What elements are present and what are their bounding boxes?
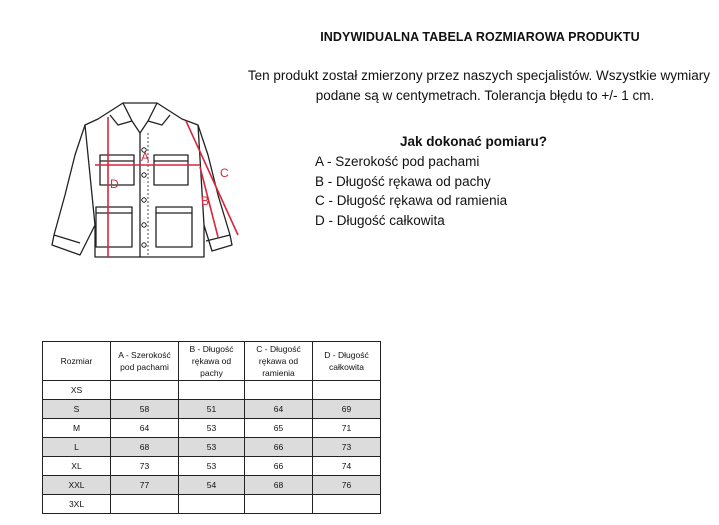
table-cell: 54 (179, 476, 245, 495)
table-row (43, 419, 381, 438)
table-cell (245, 495, 313, 514)
table-cell: 73 (313, 438, 381, 457)
table-cell: 64 (245, 400, 313, 419)
table-cell: 64 (111, 419, 179, 438)
legend-item-c: C - Długość rękawa od ramienia (315, 193, 508, 208)
table-cell: XS (43, 381, 111, 400)
table-row (43, 438, 381, 457)
table-cell (313, 495, 381, 514)
table-cell: 69 (313, 400, 381, 419)
table-cell (179, 495, 245, 514)
table-cell: 53 (179, 438, 245, 457)
size-table (42, 341, 381, 514)
col-header-a: A - Szerokość pod pachami (111, 342, 179, 381)
measure-line-c (186, 121, 238, 235)
table-cell: XL (43, 457, 111, 476)
table-cell: 71 (313, 419, 381, 438)
table-cell: 65 (245, 419, 313, 438)
table-header-row (43, 342, 381, 381)
table-row (43, 400, 381, 419)
col-header-b: B - Długość rękawa od pachy (179, 342, 245, 381)
table-cell (111, 495, 179, 514)
table-cell: 53 (179, 457, 245, 476)
diagram-label-c: C (220, 166, 229, 180)
measurement-legend (315, 152, 507, 230)
diagram-label-d: D (110, 177, 119, 191)
intro-line-2: podane są w centymetrach. Tolerancja błędu to +/- 1 cm. (315, 88, 655, 103)
col-header-d: D - Długość całkowita (313, 342, 381, 381)
table-cell: XXL (43, 476, 111, 495)
table-cell: 53 (179, 419, 245, 438)
legend-item-d: D - Długość całkowita (315, 212, 445, 228)
table-cell: 3XL (43, 495, 111, 514)
jacket-outline (52, 103, 232, 257)
table-cell: 76 (313, 476, 381, 495)
table-cell (111, 381, 179, 400)
table-cell: 73 (111, 457, 179, 476)
table-cell: 68 (111, 438, 179, 457)
table-row (43, 381, 381, 400)
page-title: INDYWIDUALNA TABELA ROZMIAROWA PRODUKTU (320, 30, 640, 44)
col-header-c: C - Długość rękawa od ramienia (245, 342, 313, 381)
table-cell: 66 (245, 457, 313, 476)
col-header-size: Rozmiar (43, 342, 111, 381)
table-cell: M (43, 419, 111, 438)
table-cell (245, 381, 313, 400)
legend-item-a: A - Szerokość pod pachami (315, 154, 480, 169)
table-cell: 68 (245, 476, 313, 495)
intro-text (240, 66, 710, 106)
table-cell: 58 (111, 400, 179, 419)
howto-title: Jak dokonać pomiaru? (400, 134, 548, 149)
intro-line-1: Ten produkt został zmierzony przez naszych specjalistów. Wszystkie wymiary (247, 68, 710, 83)
table-row (43, 495, 381, 514)
table-cell: S (43, 400, 111, 419)
jacket-diagram (40, 95, 255, 270)
table-cell: 66 (245, 438, 313, 457)
table-cell (179, 381, 245, 400)
table-cell: 51 (179, 400, 245, 419)
table-row (43, 476, 381, 495)
table-cell: 77 (111, 476, 179, 495)
diagram-label-b: B (201, 194, 210, 208)
table-cell: 74 (313, 457, 381, 476)
table-row (43, 457, 381, 476)
table-cell (313, 381, 381, 400)
legend-item-b: B - Długość rękawa od pachy (315, 173, 491, 189)
diagram-label-a: A (141, 150, 150, 164)
table-cell: L (43, 438, 111, 457)
